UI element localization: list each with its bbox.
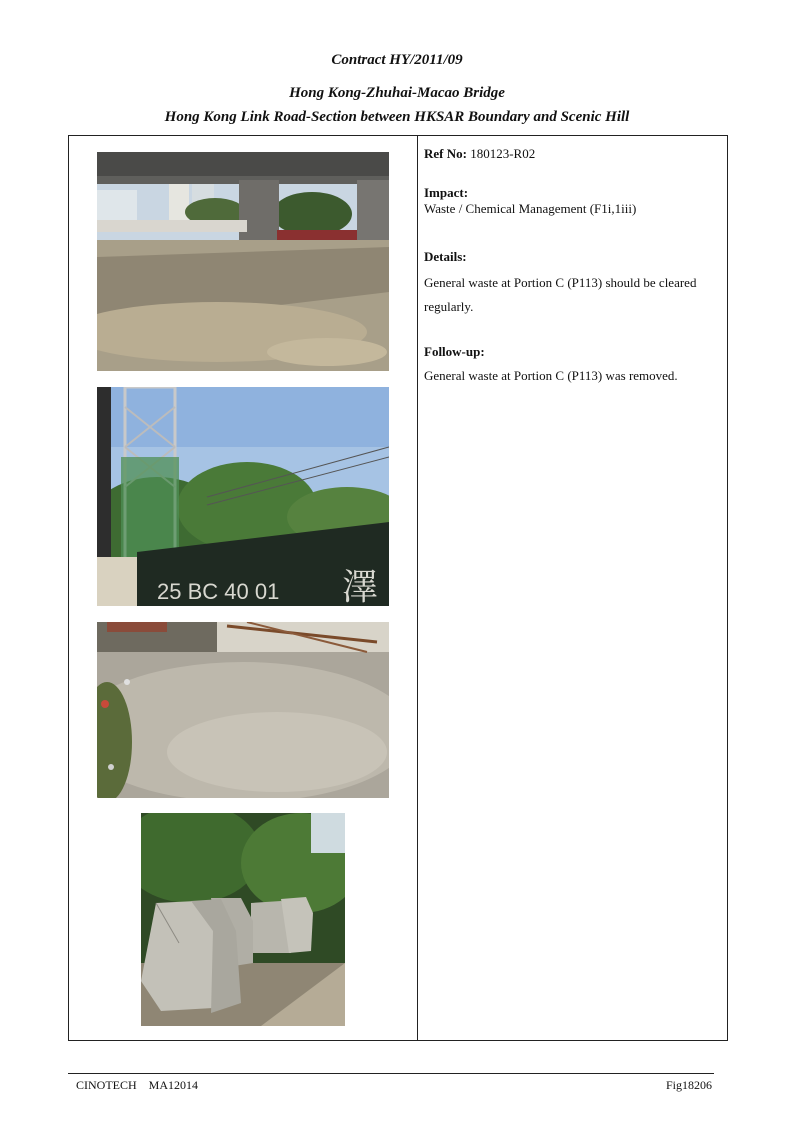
details-label: Details:: [424, 249, 467, 264]
ref-row: [424, 146, 724, 162]
impact-value: Waste / Chemical Management (F1i,1iii): [424, 201, 637, 216]
photo-skip-and-tower-image: [97, 387, 389, 606]
photo-concrete-barriers-image: [141, 813, 345, 1026]
photo-under-bridge-image: [97, 152, 389, 371]
impact-block: [424, 185, 724, 217]
photo-concrete-barriers: [141, 813, 345, 1026]
details-value: General waste at Portion C (P113) should be cleared regularly.: [424, 275, 697, 314]
skip-number-text: 25 BC 40 01: [157, 579, 280, 604]
photo-under-bridge: [97, 152, 389, 371]
column-divider: [417, 136, 418, 1040]
footer-figure: Fig18206: [665, 1078, 712, 1092]
followup-label: Follow-up:: [424, 344, 485, 359]
photo-skip-and-tower: [97, 387, 389, 606]
footer-left: [76, 1078, 198, 1093]
photo-cleared-ground: [97, 622, 389, 798]
impact-label: Impact:: [424, 185, 469, 200]
section-title: Hong Kong Link Road-Section between HKSAR Boundary and Scenic Hill: [164, 109, 630, 125]
ref-label: Ref No:: [424, 146, 467, 161]
contract-title: Contract HY/2011/09: [331, 52, 463, 68]
followup-value: General waste at Portion C (P113) was removed.: [424, 368, 678, 383]
ref-value: 180123-R02: [470, 146, 536, 161]
footer-rule: [68, 1073, 714, 1074]
report-table: [68, 135, 728, 1041]
project-title: Hong Kong-Zhuhai-Macao Bridge: [289, 85, 505, 101]
footer-report: MA12014: [148, 1078, 199, 1092]
photo-cleared-ground-image: [97, 622, 389, 798]
skip-character-text: 澤: [342, 567, 379, 606]
footer-company: CINOTECH: [76, 1078, 137, 1092]
